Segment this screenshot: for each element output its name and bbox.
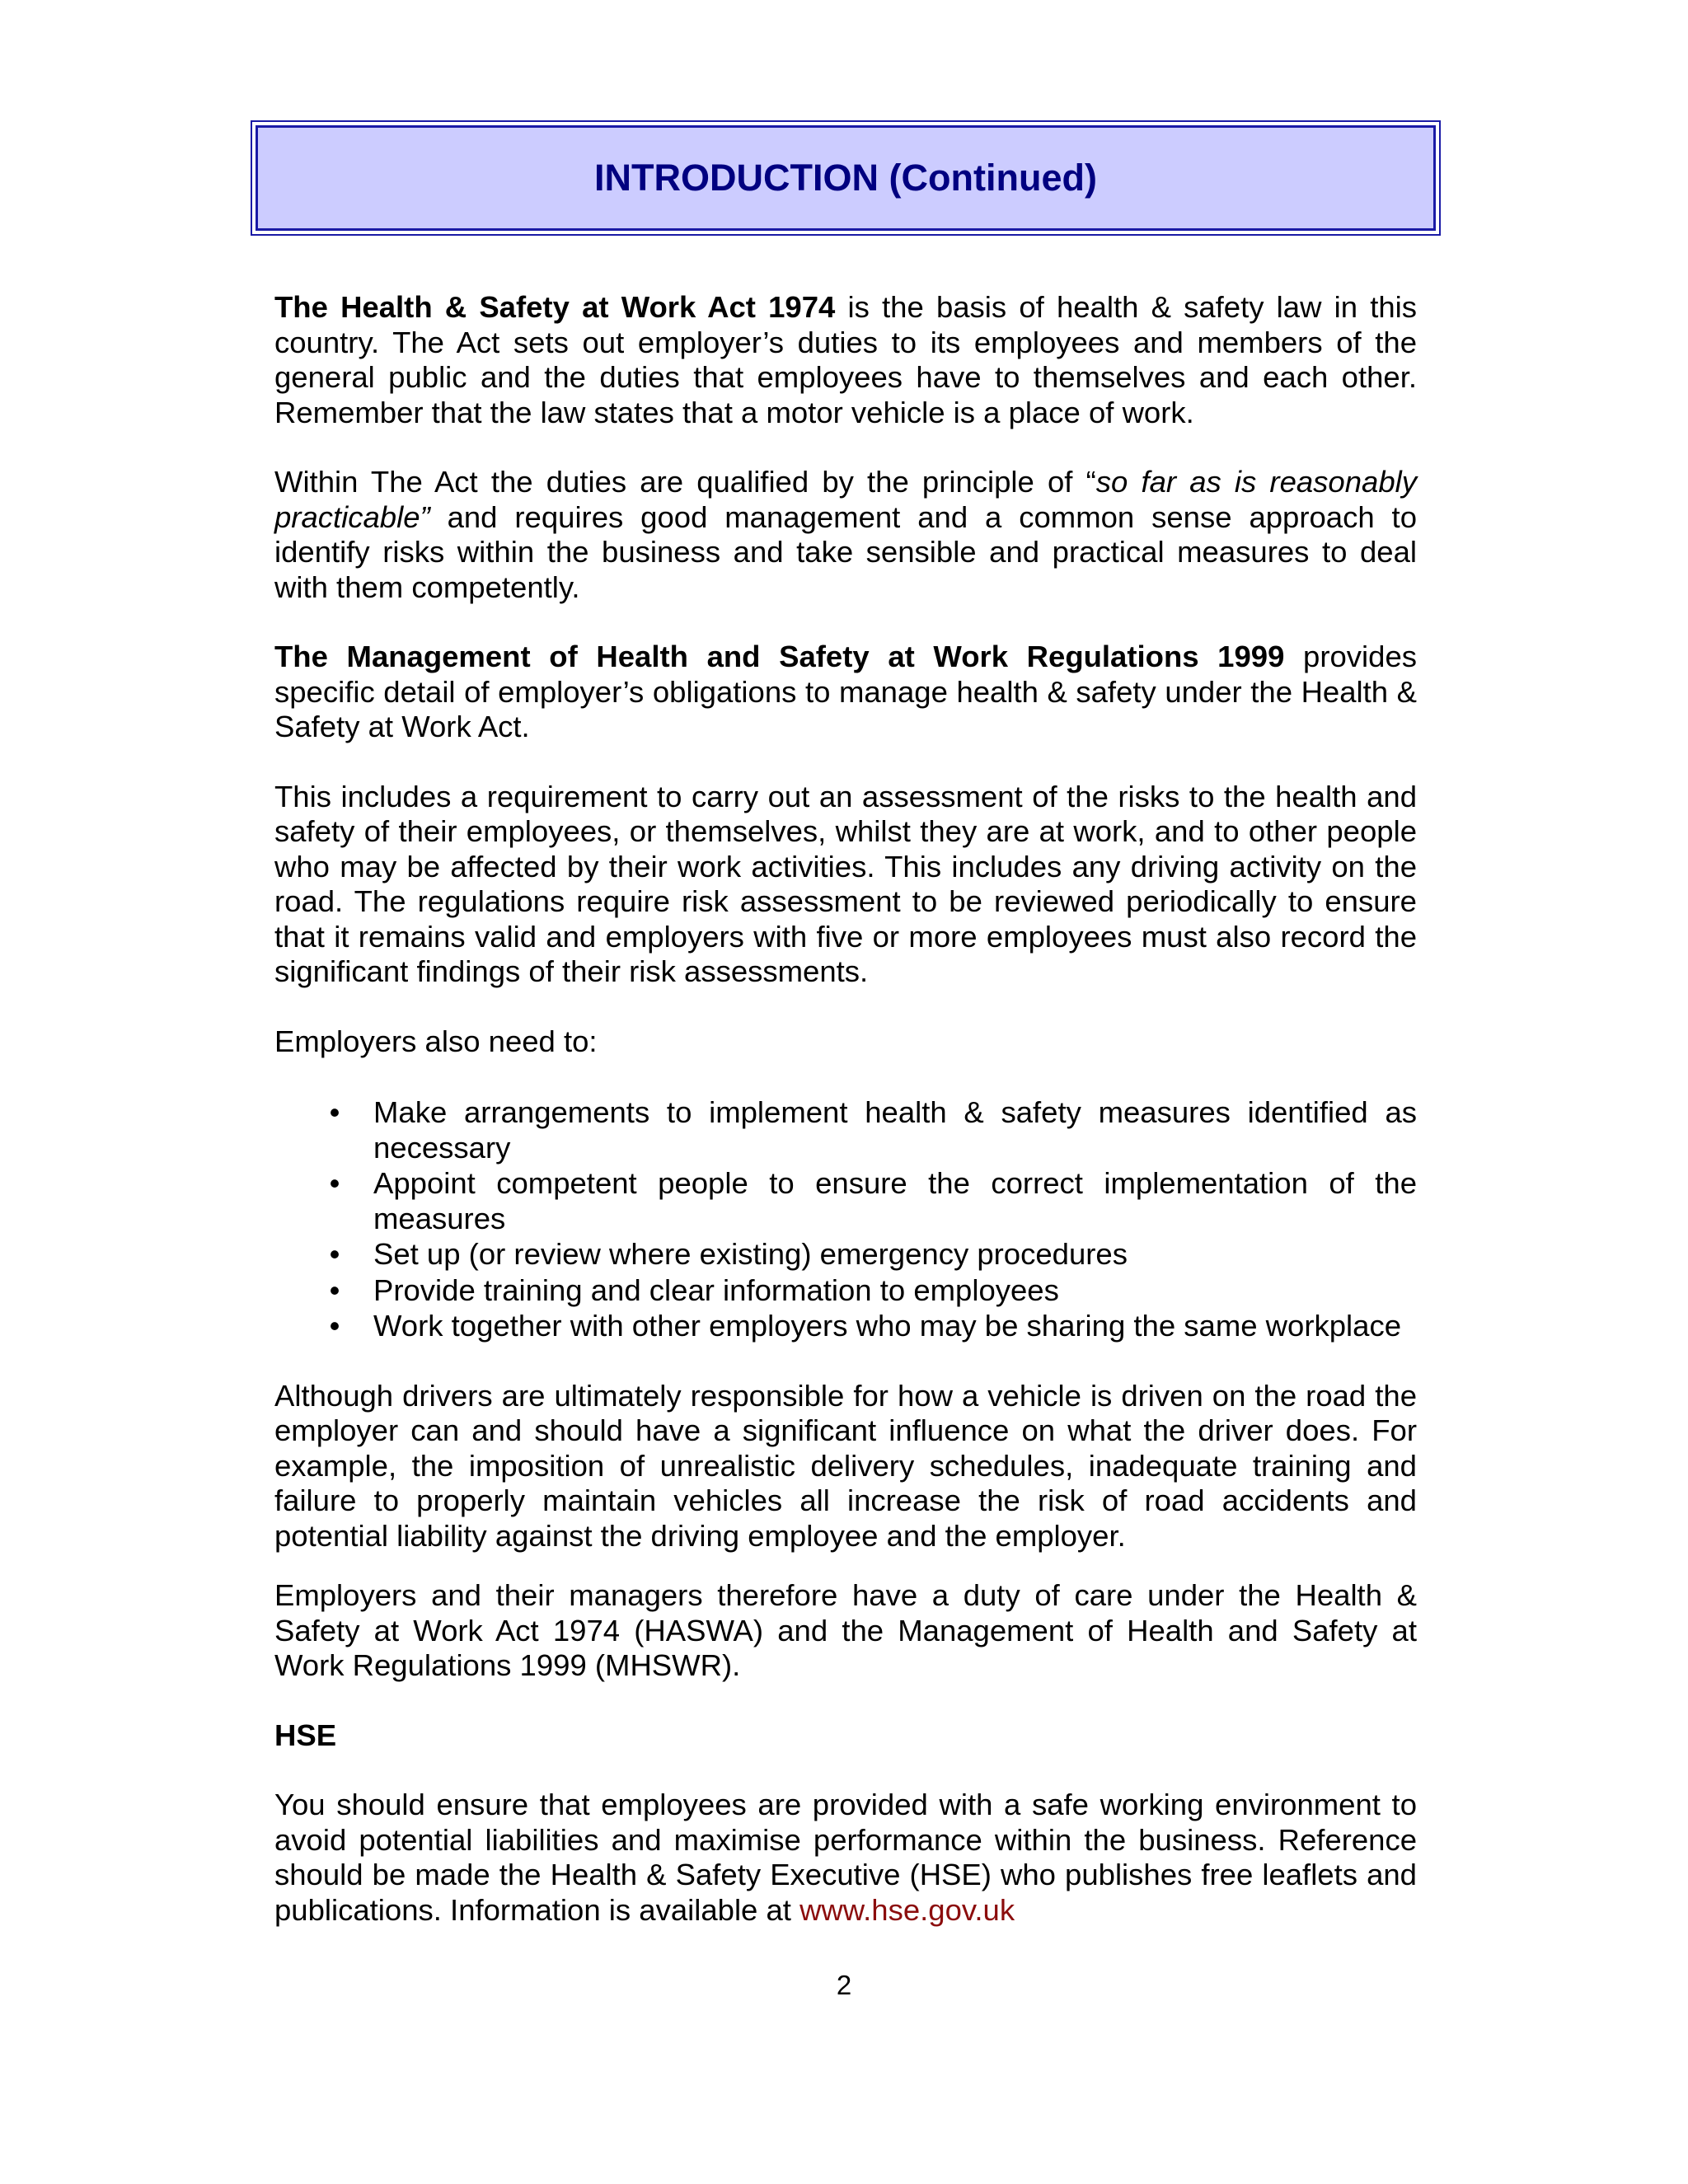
practicable-text: and requires good management and a common sense approach to identify risks within the business and take sensible and practical measures to deal with them competently. bbox=[274, 499, 1417, 604]
bullet-icon: • bbox=[329, 1309, 340, 1343]
mhswr-title: The Management of Health and Safety at Work Regulations 1999 bbox=[274, 640, 1285, 673]
bullet-icon: • bbox=[329, 1095, 340, 1129]
list-item: • Appoint competent people to ensure the correct implementation of the measures bbox=[274, 1166, 1417, 1236]
paragraph-haswa bbox=[274, 290, 1417, 430]
paragraph-driver-responsibility: Although drivers are ultimately responsible for how a vehicle is driven on the road the employer can and should have a significant influence on what the driver does. For example, the imposition of unrealistic delivery schedules, inadequate training and failure to properly maintain vehicles all increase the risk of road accidents and potential liability against the driving employee and the employer. bbox=[274, 1378, 1417, 1553]
list-item: • Provide training and clear information to employees bbox=[274, 1273, 1417, 1309]
bullet-icon: • bbox=[329, 1272, 340, 1307]
section-title: INTRODUCTION (Continued) bbox=[594, 157, 1097, 199]
bullet-icon: • bbox=[329, 1166, 340, 1200]
haswa-title: The Health & Safety at Work Act 1974 bbox=[274, 290, 836, 324]
paragraph-employers-need: Employers also need to: bbox=[274, 1024, 598, 1058]
hse-website-link[interactable]: www.hse.gov.uk bbox=[799, 1892, 1015, 1927]
practicable-intro: Within The Act the duties are qualified by the principle of “ bbox=[274, 465, 1096, 499]
hse-text: You should ensure that employees are provided with a safe working environment to avoid potential liabilities and maximise performance within the business. Reference should be made the Health & Safety Executive (HSE) who publishes free leaflets and publications. Information is available at bbox=[274, 1788, 1417, 1927]
document-body bbox=[274, 290, 1417, 1928]
hse-heading: HSE bbox=[274, 1718, 337, 1752]
practicable-quote: so far as is reasonably practicable” bbox=[274, 465, 1417, 534]
page-number: 2 bbox=[836, 1970, 852, 2000]
paragraph-risk-assessment: This includes a requirement to carry out an assessment of the risks to the health and safety of their employees, or themselves, whilst they are at work, and to other people who may be affected by their work activities. This includes any driving activity on the road. The regulations require risk assessment to be reviewed periodically to ensure that it remains valid and employers with five or more employees must also record the significant findings of their risk assessments. bbox=[274, 779, 1417, 988]
employer-duties-list bbox=[274, 1095, 1417, 1344]
section-header-box bbox=[256, 125, 1436, 231]
bullet-icon: • bbox=[329, 1237, 340, 1271]
list-item: • Work together with other employers who may be sharing the same workplace bbox=[274, 1309, 1417, 1344]
paragraph-hse bbox=[274, 1788, 1417, 1928]
paragraph-reasonably-practicable bbox=[274, 465, 1417, 605]
paragraph-mhswr bbox=[274, 640, 1417, 745]
list-item: • Set up (or review where existing) emergency procedures bbox=[274, 1237, 1417, 1272]
list-item: • Make arrangements to implement health & safety measures identified as necessary bbox=[274, 1095, 1417, 1165]
paragraph-duty-of-care: Employers and their managers therefore have a duty of care under the Health & Safety at Work Act 1974 (HASWA) and the Management of Health and Safety at Work Regulations 1999 (MHSWR). bbox=[274, 1578, 1417, 1682]
haswa-text: is the basis of health & safety law in this country. The Act sets out employer’s duties to its employees and members of the general public and the duties that employees have to themselves and each other. Remember that the law states that a motor vehicle is a place of work. bbox=[274, 290, 1417, 429]
mhswr-text: provides specific detail of employer’s obligations to manage health & safety under the Health & Safety at Work Act. bbox=[274, 640, 1417, 743]
